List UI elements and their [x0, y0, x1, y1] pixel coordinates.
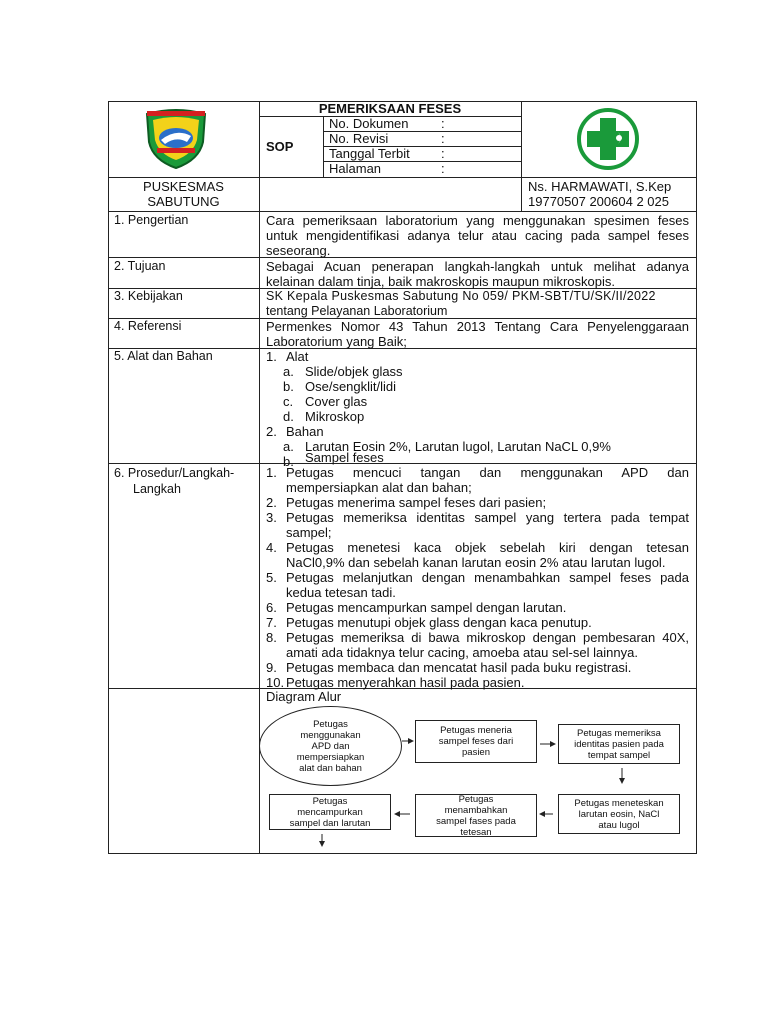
field-sep: : — [441, 131, 445, 146]
step-number: 9. — [266, 660, 277, 675]
org-name-line1: PUSKESMAS — [143, 179, 224, 194]
step-text: mempersiapkan alat dan bahan; — [286, 480, 472, 495]
alat-item-marker: d. — [283, 409, 294, 424]
alat-title: Alat — [286, 349, 309, 364]
kebijakan-line: SK Kepala Puskesmas Sabutung No 059/ PKM-SBT/TU/SK/II/2022 — [266, 289, 656, 303]
pengertian-line: Cara pemeriksaan laboratorium yang menggunakan spesimen feses — [266, 213, 689, 228]
field-no-dokumen: No. Dokumen — [329, 116, 409, 131]
step-number: 10. — [266, 675, 285, 690]
sop-label: SOP — [266, 139, 294, 154]
field-sep: : — [441, 116, 445, 131]
alat-number: 1. — [266, 349, 277, 364]
step-text: amati ada tidaknya telur cacing, amoeba atau sel-sel lainnya. — [286, 645, 638, 660]
alat-item: Ose/sengklit/lidi — [305, 379, 397, 394]
step-text: Petugas menerima sampel feses dari pasien; — [286, 495, 547, 510]
pengertian-line: untuk mengidentifikasi adanya telur atau cacing pada sampel feses — [266, 228, 689, 243]
field-tanggal-terbit: Tanggal Terbit — [329, 146, 410, 161]
label-pengertian: 1. Pengertian — [114, 213, 189, 227]
flow-node-label: Petugas meneteskan larutan eosin, NaCl atau lugol — [574, 797, 664, 831]
field-no-revisi: No. Revisi — [329, 131, 389, 146]
bahan-item: Larutan Eosin 2%, Larutan lugol, Larutan NaCL 0,9% — [305, 439, 611, 454]
alat-item-marker: b. — [283, 379, 294, 394]
step-number: 3. — [266, 510, 277, 525]
step-number: 6. — [266, 600, 277, 615]
label-prosedur: 6. Prosedur/Langkah- — [114, 466, 235, 480]
label-referensi: 4. Referensi — [114, 319, 182, 333]
flow-node-label: Petugas mencampurkan sampel dan larutan — [289, 795, 371, 829]
step-number: 7. — [266, 615, 277, 630]
step-text: Petugas mencuci tangan dan menggunakan APD dan — [286, 465, 689, 480]
flow-node-label: Petugas memeriksa identitas pasien pada tempat sampel — [574, 727, 664, 761]
step-text: Petugas membaca dan mencatat hasil pada buku registrasi. — [286, 660, 632, 675]
signer-nip: 19770507 200604 2 025 — [528, 194, 669, 209]
step-text: kedua tetesan tadi. — [286, 585, 396, 600]
field-sep: : — [441, 161, 445, 176]
step-text: Petugas melanjutkan dengan menambahkan sampel feses pada — [286, 570, 689, 585]
step-text: NaCl0,9% dan sebelah kanan larutan eosin 2% atau larutan lugol. — [286, 555, 666, 570]
label-alat-bahan: 5. Alat dan Bahan — [114, 349, 213, 363]
step-text: Petugas memeriksa identitas sampel yang tertera pada tempat — [286, 510, 689, 525]
diagram-title: Diagram Alur — [266, 689, 342, 704]
alat-item-marker: a. — [283, 364, 294, 379]
flow-node-label: Petugas menambahkan sampel fases pada tetesan — [436, 793, 516, 838]
document-title: PEMERIKSAAN FESES — [318, 101, 462, 116]
field-sep: : — [441, 146, 445, 161]
alat-item-marker: c. — [283, 394, 294, 409]
bahan-number: 2. — [266, 424, 277, 439]
step-text: Petugas menetesi kaca objek sebelah kiri dengan tetesan — [286, 540, 689, 555]
bahan-title: Bahan — [286, 424, 324, 439]
label-tujuan: 2. Tujuan — [114, 259, 166, 273]
step-text: Petugas menutupi objek glass dengan kaca penutup. — [286, 615, 592, 630]
step-number: 8. — [266, 630, 277, 645]
tujuan-line: Sebagai Acuan penerapan langkah-langkah untuk melihat adanya — [266, 259, 689, 274]
step-text: sampel; — [286, 525, 332, 540]
alat-item: Slide/objek glass — [305, 364, 403, 379]
field-halaman: Halaman — [329, 161, 382, 176]
org-name-line2: SABUTUNG — [147, 194, 220, 209]
step-text: Petugas menyerahkan hasil pada pasien. — [286, 675, 525, 690]
label-prosedur-cont: Langkah — [133, 482, 181, 496]
step-number: 5. — [266, 570, 277, 585]
bahan-item-marker: a. — [283, 439, 294, 454]
flow-node-label: Petugas menggunakan APD dan mempersiapkan alat dan bahan — [296, 718, 365, 774]
pengertian-line: seseorang. — [266, 243, 331, 258]
tujuan-line: kelainan dalam tinja, baik makroskopis maupun mikroskopis. — [266, 274, 615, 289]
alat-item: Mikroskop — [305, 409, 365, 424]
step-text: Petugas memeriksa di bawa mikroskop dengan pembesaran 40X, — [286, 630, 689, 645]
step-number: 2. — [266, 495, 277, 510]
referensi-line: Permenkes Nomor 43 Tahun 2013 Tentang Cara Penyelenggaraan — [266, 319, 689, 334]
bahan-item: Sampel feses — [305, 450, 384, 465]
step-number: 4. — [266, 540, 277, 555]
step-number: 1. — [266, 465, 277, 480]
label-kebijakan: 3. Kebijakan — [114, 289, 183, 303]
alat-item: Cover glas — [305, 394, 368, 409]
bahan-item-marker: b. — [283, 454, 294, 469]
referensi-line: Laboratorium yang Baik; — [266, 334, 407, 349]
signer-name: Ns. HARMAWATI, S.Kep — [528, 179, 672, 194]
step-text: Petugas mencampurkan sampel dengan larutan. — [286, 600, 567, 615]
flow-node-label: Petugas meneria sampel feses dari pasien — [438, 725, 514, 758]
kebijakan-line: tentang Pelayanan Laboratorium — [266, 304, 448, 318]
